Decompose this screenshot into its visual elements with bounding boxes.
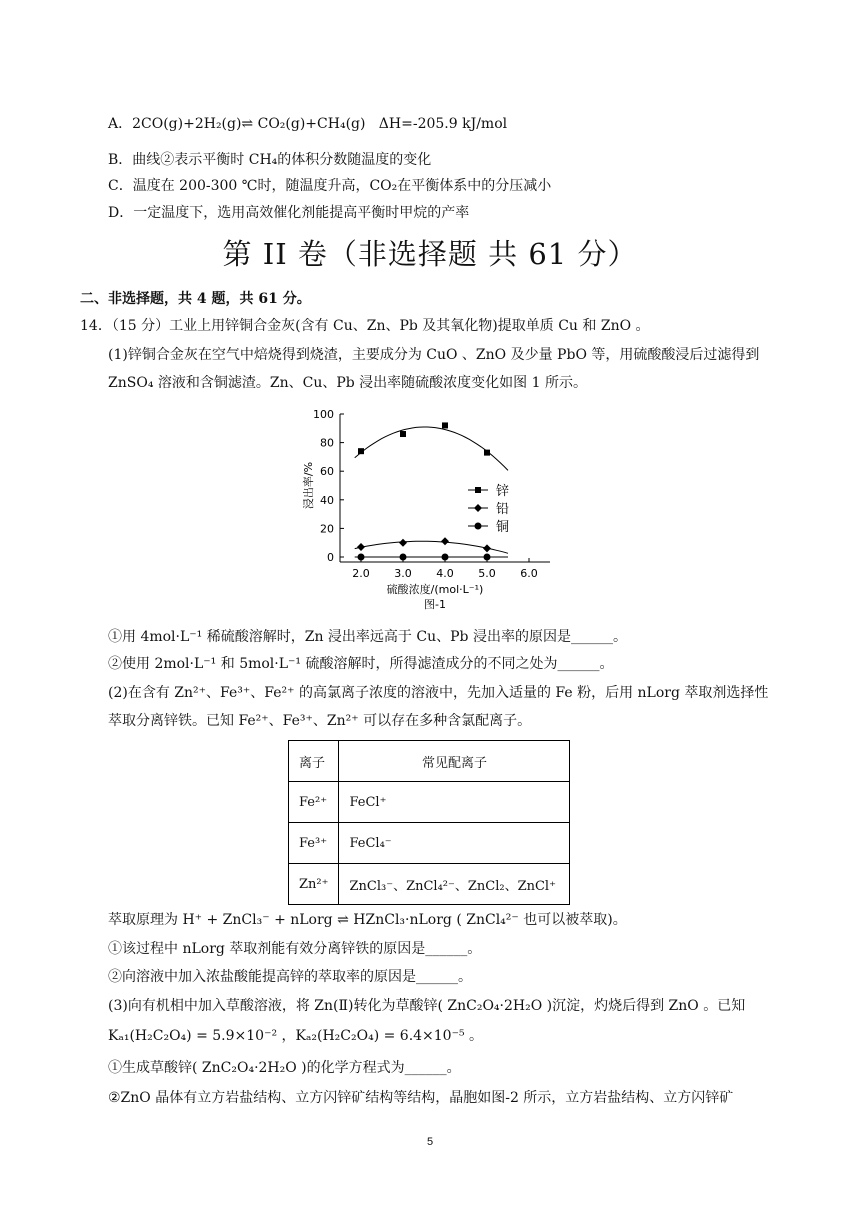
x-tick-label: 6.0 [520,567,538,580]
table-header: 离子 [289,741,339,782]
table-row [289,823,570,864]
x-axis-label: 硫酸浓度/(mol·L⁻¹) [386,583,484,596]
extraction-principle: 萃取原理为 H⁺ + ZnCl₃⁻ + nLorg ⇌ HZnCl₃·nLorg ( ZnCl₄²⁻ 也可以被萃取)。 [108,912,627,928]
table-cell: FeCl₄⁻ [339,823,570,864]
q14-1-1: ①用 4mol·L⁻¹ 稀硫酸溶解时，Zn 浸出率远高于 Cu、Pb 浸出率的原因是______。 [108,629,627,645]
x-tick-label: 4.0 [436,567,454,580]
data-point [484,450,490,456]
data-point [358,448,364,454]
y-tick-label: 80 [320,436,334,450]
table-header: 常见配离子 [339,741,570,782]
q14-3-1: ①生成草酸锌( ZnC₂O₄·2H₂O )的化学方程式为______。 [108,1060,461,1076]
data-point [357,543,365,551]
y-tick-label: 60 [320,465,334,479]
q14-part2-line2: 萃取分离锌铁。已知 Fe²⁺、Fe³⁺、Zn²⁺ 可以存在多种含氯配离子。 [108,713,532,729]
y-tick-label: 100 [313,408,334,421]
complex-ion-table [288,740,570,905]
x-tick-label: 3.0 [394,567,412,580]
option-c: C．温度在 200-300 ℃时，随温度升高，CO₂在平衡体系中的分压减小 [108,178,552,194]
data-point [442,422,448,428]
leaching-rate-chart [290,402,560,622]
table-cell: Fe³⁺ [289,823,339,864]
legend-label: 铜 [496,520,510,535]
q14-part1-line1: (1)锌铜合金灰在空气中焙烧得到烧渣，主要成分为 CuO 、ZnO 及少量 PbO 等，用硫酸酸浸后过滤得到 [108,347,760,363]
table-cell: FeCl⁺ [339,782,570,823]
q14-part3-line2: Kₐ₁(H₂C₂O₄) = 5.9×10⁻² ，Kₐ₂(H₂C₂O₄) = 6.4×10⁻⁵ 。 [108,1028,484,1044]
data-point [475,523,482,530]
section-title: 第 II 卷（非选择题 共 61 分） [222,237,638,271]
data-point [483,544,491,552]
y-tick-label: 40 [320,493,334,507]
table-cell: Zn²⁺ [289,864,339,905]
data-point [474,504,482,512]
data-point [399,539,407,547]
table-cell: Fe²⁺ [289,782,339,823]
series-diamond [355,537,508,553]
data-point [400,431,406,437]
q14-3-2: ②ZnO 晶体有立方岩盐结构、立方闪锌矿结构等结构，晶胞如图-2 所示，立方岩盐结构、立方闪锌矿 [108,1090,734,1106]
option-d: D．一定温度下，选用高效催化剂能提高平衡时甲烷的产率 [108,205,470,221]
q14-1-2: ②使用 2mol·L⁻¹ 和 5mol·L⁻¹ 硫酸溶解时，所得滤渣成分的不同之处为______。 [108,656,614,672]
option-b: B．曲线②表示平衡时 CH₄的体积分数随温度的变化 [108,152,432,168]
data-point [475,487,481,493]
data-point [400,554,407,561]
chart-title: 图-1 [424,598,446,611]
q14-intro: 14．（15 分）工业上用锌铜合金灰(含有 Cu、Zn、Pb 及其氧化物)提取单质 Cu 和 ZnO 。 [80,318,650,334]
table-row [289,864,570,905]
q14-part1-line2: ZnSO₄ 溶液和含铜滤渣。Zn、Cu、Pb 浸出率随硫酸浓度变化如图 1 所示。 [108,375,587,391]
q14-2-2: ②向溶液中加入浓盐酸能提高锌的萃取率的原因是______。 [108,969,472,985]
x-tick-label: 5.0 [478,567,496,580]
y-tick-label: 20 [320,522,334,536]
table-row [289,782,570,823]
data-point [358,554,365,561]
option-a: A．2CO(g)+2H₂(g)⇌ CO₂(g)+CH₄(g) ΔH=-205.9 kJ/mol [108,116,508,132]
legend-label: 铅 [496,502,510,517]
data-point [442,554,449,561]
page-number: 5 [426,1136,434,1148]
series-square [355,422,508,470]
table-cell: ZnCl₃⁻、ZnCl₄²⁻、ZnCl₂、ZnCl⁺ [339,864,570,905]
legend-label: 锌 [496,484,510,499]
x-tick-label: 2.0 [352,567,370,580]
q14-part2-line1: (2)在含有 Zn²⁺、Fe³⁺、Fe²⁺ 的高氯离子浓度的溶液中，先加入适量的 Fe 粉，后用 nLorg 萃取剂选择性 [108,685,769,701]
data-point [441,537,449,545]
y-tick-label: 0 [327,551,334,564]
series-circle [355,554,508,561]
data-point [484,554,491,561]
series-line [355,427,508,470]
y-axis-label: 浸出率/% [302,461,315,510]
q14-2-1: ①该过程中 nLorg 萃取剂能有效分离锌铁的原因是______。 [108,941,482,957]
section-header: 二、非选择题，共 4 题，共 61 分。 [80,291,311,307]
table-header-row [289,741,570,782]
q14-part3-line1: (3)向有机相中加入草酸溶液，将 Zn(Ⅱ)转化为草酸锌( ZnC₂O₄·2H₂O )沉淀，灼烧后得到 ZnO 。已知 [108,998,746,1014]
